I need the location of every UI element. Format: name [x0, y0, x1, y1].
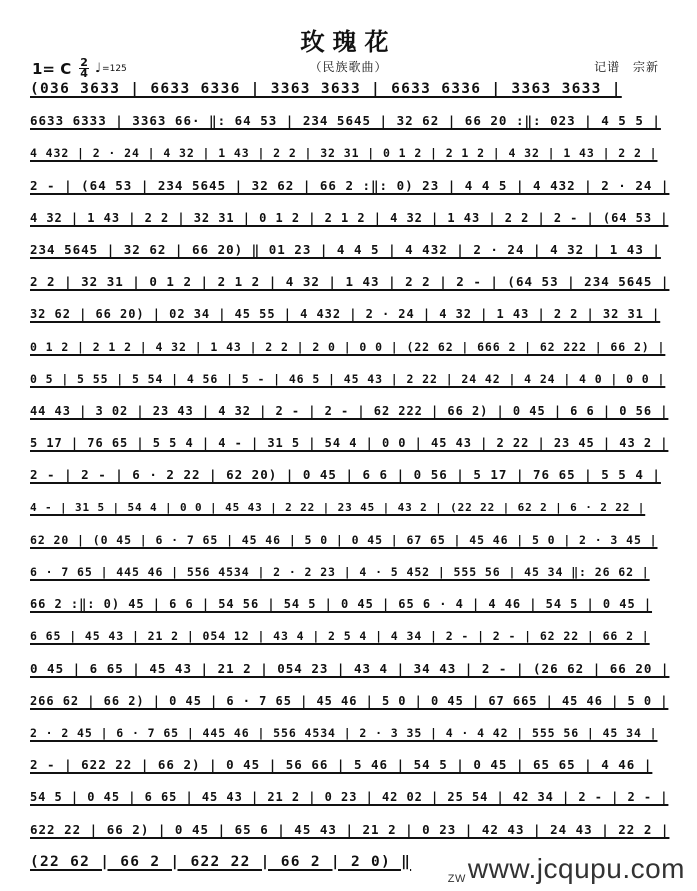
song-subtitle: （民族歌曲） — [309, 60, 388, 74]
score-line: 66 2 :‖: 0) 45 | 6 6 | 54 56 | 54 5 | 0 45 | 65 6 · 4 | 4 46 | 54 5 | 0 45 | · · — [30, 593, 670, 623]
key-signature: 1= C — [32, 59, 72, 78]
site-watermark — [448, 853, 685, 885]
score-line: 44 43 | 3 02 | 23 43 | 4 32 | 2 - | 2 - | 62 222 | 66 2) | 0 45 | 6 6 | 0 56 | · · — [30, 400, 670, 430]
score-line: 54 5 | 0 45 | 6 65 | 45 43 | 21 2 | 0 23 | 42 02 | 25 54 | 42 34 | 2 - | 2 - | · · — [30, 786, 670, 816]
score-line: 0 1 2 | 2 1 2 | 4 32 | 1 43 | 2 2 | 2 0 | 0 0 | (22 62 | 666 2 | 62 222 | 66 2) | · · — [30, 336, 670, 366]
score-line: 2 - | (64 53 | 234 5645 | 32 62 | 66 2 :‖: 0) 23 | 4 4 5 | 4 432 | 2 · 24 | · · — [30, 175, 670, 205]
score-line: 622 22 | 66 2) | 0 45 | 65 6 | 45 43 | 21 2 | 0 23 | 42 43 | 24 43 | 22 2 | · · — [30, 819, 670, 849]
score-line: 4 - | 31 5 | 54 4 | 0 0 | 45 43 | 2 22 | 23 45 | 43 2 | (22 22 | 62 2 | 6 · 2 22 | · · — [30, 497, 670, 527]
score-line: (036 3633 | 6633 6336 | 3363 3633 | 6633 6336 | 3363 3633 | · · — [30, 78, 670, 108]
page-title: 玫瑰花 — [300, 27, 397, 56]
tempo-marking — [95, 61, 127, 76]
time-signature-denominator: 4 — [80, 67, 88, 80]
score-line: 5 17 | 76 65 | 5 5 4 | 4 - | 31 5 | 54 4 | 0 0 | 45 43 | 2 22 | 23 45 | 43 2 | · · — [30, 432, 670, 462]
score-line: 4 432 | 2 · 24 | 4 32 | 1 43 | 2 2 | 32 31 | 0 1 2 | 2 1 2 | 4 32 | 1 43 | 2 2 | · · — [30, 142, 670, 172]
watermark-text: www.jcqupu.com — [467, 853, 685, 884]
score-line: 0 5 | 5 55 | 5 54 | 4 56 | 5 - | 46 5 | 45 43 | 2 22 | 24 42 | 4 24 | 4 0 | 0 0 | · · — [30, 368, 670, 398]
score-line: 4 32 | 1 43 | 2 2 | 32 31 | 0 1 2 | 2 1 2 | 4 32 | 1 43 | 2 2 | 2 - | (64 53 | · · — [30, 207, 670, 237]
credits-label: 记谱 — [594, 60, 621, 74]
score-line: 2 2 | 32 31 | 0 1 2 | 2 1 2 | 4 32 | 1 43 | 2 2 | 2 - | (64 53 | 234 5645 | · · — [30, 271, 670, 301]
score-line: 0 45 | 6 65 | 45 43 | 21 2 | 054 23 | 43 4 | 34 43 | 2 - | (26 62 | 66 20 | · · — [30, 658, 670, 688]
score-line: 234 5645 | 32 62 | 66 20) ‖ 01 23 | 4 4 5 | 4 432 | 2 · 24 | 4 32 | 1 43 | · · — [30, 239, 670, 269]
key-signature-block — [32, 58, 127, 79]
credits-name: 宗新 — [632, 60, 659, 74]
tempo-value: =125 — [102, 63, 127, 74]
score-line: 62 20 | (0 45 | 6 · 7 65 | 45 46 | 5 0 | 0 45 | 67 65 | 45 46 | 5 0 | 2 · 3 45 | · · — [30, 529, 670, 559]
score-line: 2 - | 2 - | 6 · 2 22 | 62 20) | 0 45 | 6 6 | 0 56 | 5 17 | 76 65 | 5 5 4 | · · — [30, 464, 670, 494]
score-line: 266 62 | 66 2) | 0 45 | 6 · 7 65 | 45 46 | 5 0 | 0 45 | 67 665 | 45 46 | 5 0 | · · — [30, 690, 670, 720]
score-line: 2 - | 622 22 | 66 2) | 0 45 | 56 66 | 5 46 | 54 5 | 0 45 | 65 65 | 4 46 | · · — [30, 754, 670, 784]
quarter-note-icon: ♩ — [94, 61, 102, 76]
watermark-prefix: ZW — [447, 873, 466, 885]
time-signature-numerator: 2 — [80, 56, 88, 69]
score-line: 6 · 7 65 | 445 46 | 556 4534 | 2 · 2 23 | 4 · 5 452 | 555 56 | 45 34 ‖: 26 62 | · · — [30, 561, 670, 591]
score-line: 32 62 | 66 20) | 02 34 | 45 55 | 4 432 | 2 · 24 | 4 32 | 1 43 | 2 2 | 32 31 | · · — [30, 303, 670, 333]
score-line: (22 62 | 66 2 | 622 22 | 66 2 | 2 0) ‖ · · — [30, 851, 670, 881]
score-line: 6 65 | 45 43 | 21 2 | 054 12 | 43 4 | 2 5 4 | 4 34 | 2 - | 2 - | 62 22 | 66 2 | · · — [30, 625, 670, 655]
time-signature — [79, 58, 89, 79]
score-line: 6633 6333 | 3363 66· ‖: 64 53 | 234 5645 | 32 62 | 66 20 :‖: 023 | 4 5 5 | · · — [30, 110, 670, 140]
score-line: 2 · 2 45 | 6 · 7 65 | 445 46 | 556 4534 | 2 · 3 35 | 4 · 4 42 | 555 56 | 45 34 | · · — [30, 722, 670, 752]
credits — [594, 58, 659, 75]
